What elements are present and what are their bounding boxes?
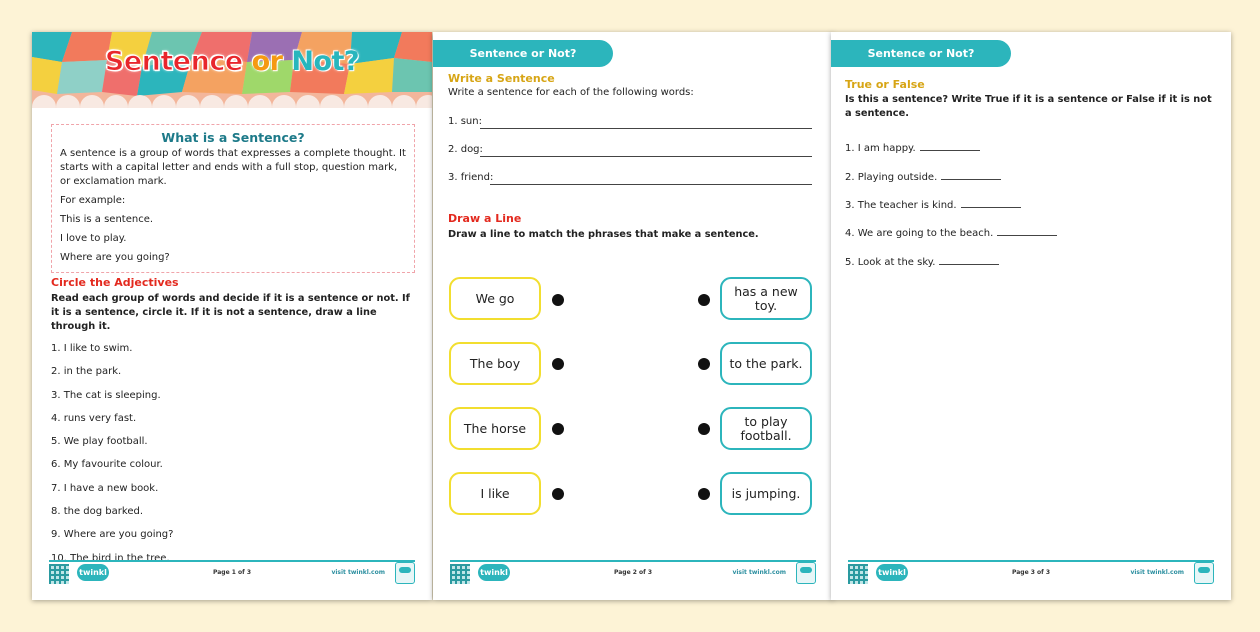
sentence-list (51, 342, 415, 575)
visit-link[interactable]: visit twinkl.com (331, 569, 385, 576)
page-number: Page 1 of 3 (213, 569, 251, 576)
write-line[interactable]: 1. sun: (448, 116, 812, 130)
list-item: 2. in the park. (51, 366, 122, 378)
page-tab-header: Sentence or Not? (433, 40, 613, 67)
page-footer (49, 560, 415, 582)
section-title: Circle the Adjectives (51, 276, 179, 289)
draw-section-header (448, 212, 812, 242)
twinkl-logo: twinkl (876, 564, 908, 581)
twinkl-logo: twinkl (77, 564, 109, 581)
true-false-header (845, 78, 1215, 121)
section-instructions: Read each group of words and decide if it is a sentence or not. If it is a sentence, circle it. If it is not a sentence, draw a line through it. (51, 293, 410, 332)
match-dot[interactable] (552, 423, 564, 435)
match-dot[interactable] (552, 488, 564, 500)
true-false-item[interactable]: 1. I am happy. (845, 143, 980, 154)
true-false-item[interactable]: 4. We are going to the beach. (845, 228, 1057, 239)
right-phrase[interactable]: to play football. (720, 407, 812, 450)
page-number: Page 3 of 3 (1012, 569, 1050, 576)
match-dot[interactable] (552, 358, 564, 370)
left-phrase[interactable]: We go (449, 277, 541, 320)
true-false-item[interactable]: 3. The teacher is kind. (845, 200, 1021, 211)
page-footer (848, 560, 1214, 582)
section-title: True or False (845, 78, 925, 91)
page-title: Sentence or Not? (104, 46, 360, 77)
circle-section (51, 276, 415, 575)
definition-text: A sentence is a group of words that expresses a complete thought. It starts with a capital letter and ends with a full stop, question mark, or exclamation mark. (60, 148, 406, 187)
definition-box (51, 124, 415, 273)
match-dot[interactable] (698, 358, 710, 370)
list-item: 5. We play football. (51, 436, 148, 448)
badge-icon (1194, 562, 1214, 584)
list-item: 6. My favourite colour. (51, 459, 163, 471)
page-tab-header: Sentence or Not? (831, 40, 1011, 67)
write-section-header (448, 72, 812, 98)
twinkl-logo: twinkl (478, 564, 510, 581)
section-title: Write a Sentence (448, 72, 555, 85)
list-item: 7. I have a new book. (51, 482, 159, 494)
badge-icon (395, 562, 415, 584)
list-item: 4. runs very fast. (51, 412, 137, 424)
right-phrase[interactable]: is jumping. (720, 472, 812, 515)
write-line[interactable]: 3. friend: (448, 172, 812, 186)
match-dot[interactable] (698, 423, 710, 435)
header-banner (32, 32, 432, 112)
example-line: Where are you going? (60, 252, 170, 263)
right-phrase[interactable]: has a new toy. (720, 277, 812, 320)
list-item: 9. Where are you going? (51, 529, 174, 541)
worksheet-page-3 (831, 32, 1231, 600)
definition-title: What is a Sentence? (161, 130, 305, 145)
list-item: 10. The bird in the tree. (51, 552, 170, 564)
page-number: Page 2 of 3 (614, 569, 652, 576)
section-title: Draw a Line (448, 212, 522, 225)
badge-icon (796, 562, 816, 584)
section-instructions: Write a sentence for each of the following words: (448, 87, 694, 98)
page-footer (450, 560, 816, 582)
true-false-item[interactable]: 5. Look at the sky. (845, 257, 999, 268)
visit-link[interactable]: visit twinkl.com (1130, 569, 1184, 576)
example-label: For example: (60, 195, 126, 206)
section-instructions: Draw a line to match the phrases that make a sentence. (448, 229, 759, 240)
left-phrase[interactable]: I like (449, 472, 541, 515)
list-item: 3. The cat is sleeping. (51, 389, 161, 401)
example-line: This is a sentence. (60, 214, 154, 225)
left-phrase[interactable]: The boy (449, 342, 541, 385)
match-dot[interactable] (552, 294, 564, 306)
list-item: 8. the dog barked. (51, 506, 144, 518)
example-line: I love to play. (60, 233, 127, 244)
section-instructions: Is this a sentence? Write True if it is a sentence or False if it is not a sentence. (845, 94, 1212, 119)
list-item: 1. I like to swim. (51, 343, 133, 354)
right-phrase[interactable]: to the park. (720, 342, 812, 385)
true-false-item[interactable]: 2. Playing outside. (845, 172, 1001, 183)
visit-link[interactable]: visit twinkl.com (732, 569, 786, 576)
write-line[interactable]: 2. dog: (448, 144, 812, 158)
worksheet-page-1 (32, 32, 432, 600)
match-dot[interactable] (698, 488, 710, 500)
match-dot[interactable] (698, 294, 710, 306)
worksheet-page-2 (433, 32, 833, 600)
left-phrase[interactable]: The horse (449, 407, 541, 450)
